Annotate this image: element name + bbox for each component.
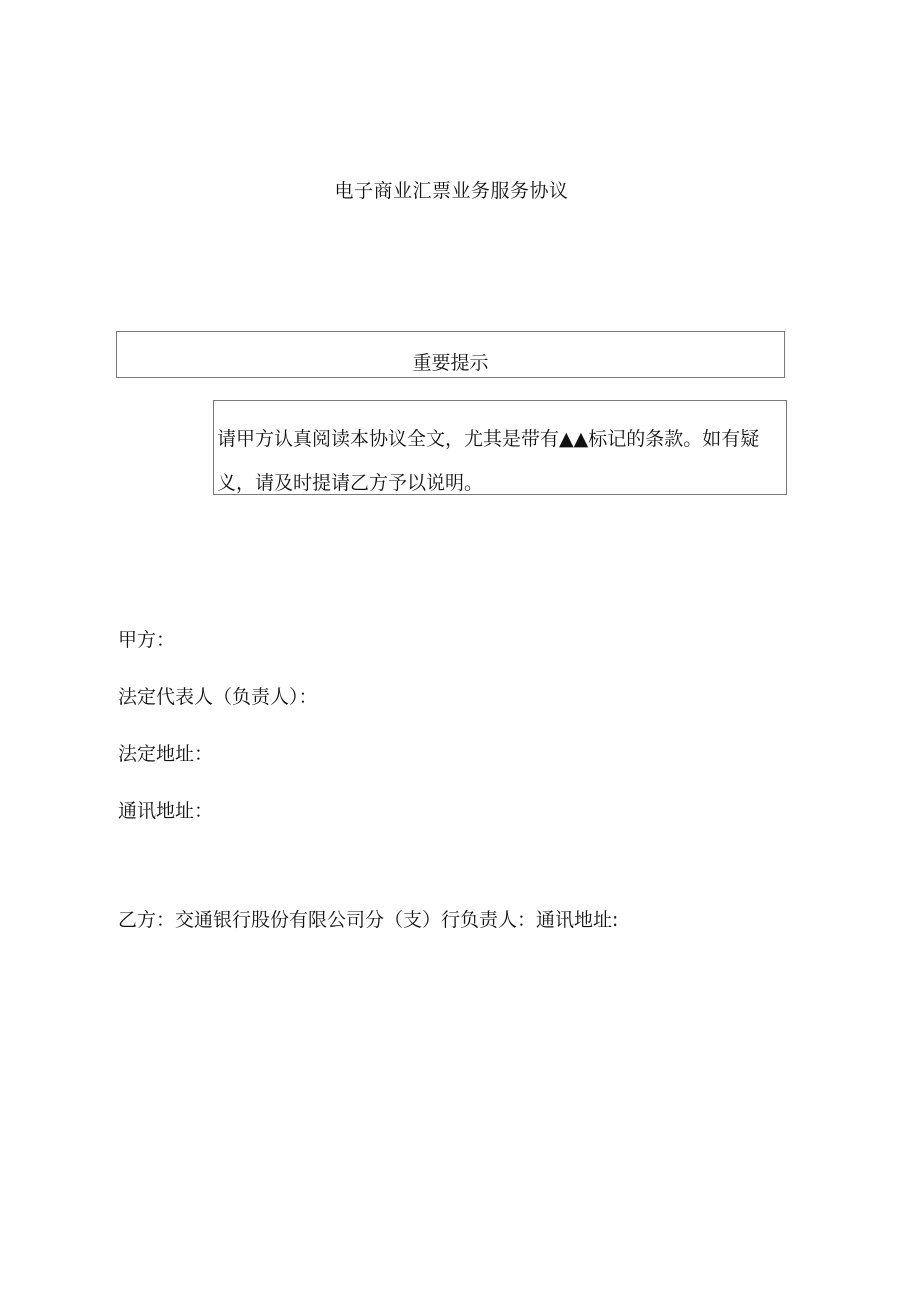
party-a-mailing-address-label: 通讯地址： [118, 800, 214, 822]
notice-heading: 重要提示 [412, 352, 489, 374]
notice-body-text: 请甲方认真阅读本协议全文，尤其是带有▲▲标记的条款。如有疑义，请及时提请乙方予以说明。 [217, 428, 760, 494]
notice-heading-box [116, 331, 785, 378]
party-a-legal-rep-label: 法定代表人（负责人）： [118, 686, 318, 708]
document-title: 电子商业汇票业务服务协议 [334, 180, 569, 202]
party-b-line: 乙方：交通银行股份有限公司分（支）行负责人：通讯地址: [118, 909, 619, 931]
notice-body-box [213, 400, 787, 495]
party-a-name-label: 甲方： [118, 629, 176, 651]
party-a-legal-address-label: 法定地址： [118, 743, 214, 765]
